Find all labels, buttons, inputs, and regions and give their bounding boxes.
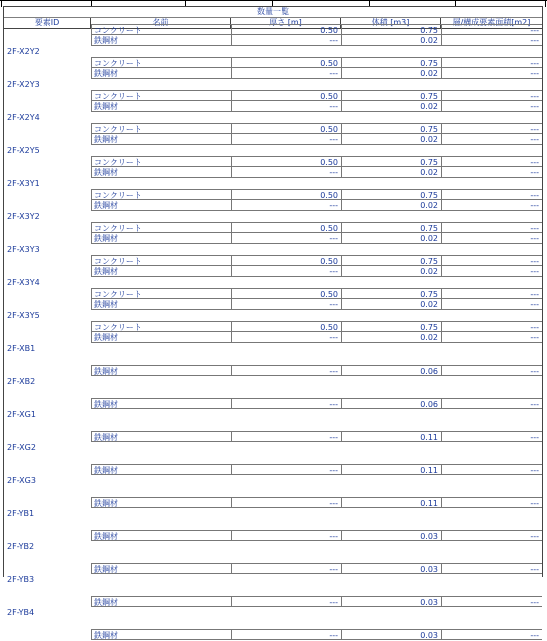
area-value: ---: [441, 365, 542, 376]
table-row[interactable]: [4, 563, 542, 574]
row-indent: [4, 299, 91, 310]
thickness-value: ---: [231, 299, 341, 310]
volume-value: 0.02: [341, 200, 441, 211]
group-spacer: [4, 585, 542, 596]
thickness-value: 0.50: [231, 321, 341, 332]
table-row[interactable]: [4, 167, 542, 178]
volume-value: 0.02: [341, 68, 441, 79]
thickness-value: ---: [231, 431, 341, 442]
row-indent: [4, 321, 91, 332]
column-header-volume[interactable]: 体積 [m3]: [341, 18, 441, 28]
group-header-row[interactable]: 2F-X3Y5: [7, 311, 40, 320]
group-list: [4, 46, 542, 640]
thickness-value: 0.50: [231, 156, 341, 167]
group-header-row[interactable]: 2F-YB1: [7, 509, 35, 518]
thickness-value: 0.50: [231, 57, 341, 68]
row-indent: [4, 629, 91, 640]
group-spacer: [4, 552, 542, 563]
thickness-value: 0.50: [231, 90, 341, 101]
material-name: コンクリート: [91, 222, 231, 233]
area-value: ---: [441, 431, 542, 442]
group-header-row[interactable]: 2F-X2Y4: [7, 113, 40, 122]
group-header-row[interactable]: 2F-X3Y4: [7, 278, 40, 287]
volume-value: 0.02: [341, 266, 441, 277]
material-name: 鉄鋼材: [91, 332, 231, 343]
group-spacer: [4, 486, 542, 497]
area-value: ---: [441, 299, 542, 310]
thickness-value: ---: [231, 398, 341, 409]
table-row[interactable]: [4, 288, 542, 299]
material-name: 鉄鋼材: [91, 596, 231, 607]
table-row[interactable]: [4, 156, 542, 167]
volume-value: 0.75: [341, 156, 441, 167]
schedule-rows: [4, 24, 542, 640]
material-name: 鉄鋼材: [91, 266, 231, 277]
material-name: 鉄鋼材: [91, 134, 231, 145]
table-row[interactable]: [4, 464, 542, 475]
volume-value: 0.75: [341, 189, 441, 200]
material-name: 鉄鋼材: [91, 464, 231, 475]
area-value: ---: [441, 233, 542, 244]
volume-value: 0.03: [341, 563, 441, 574]
thickness-value: ---: [231, 530, 341, 541]
thickness-value: ---: [231, 233, 341, 244]
volume-value: 0.02: [341, 101, 441, 112]
group-header-row[interactable]: 2F-XG3: [7, 476, 36, 485]
area-value: ---: [441, 101, 542, 112]
thickness-value: 0.50: [231, 222, 341, 233]
group-header-row[interactable]: 2F-X3Y3: [7, 245, 40, 254]
thickness-value: ---: [231, 365, 341, 376]
table-row[interactable]: [4, 365, 542, 376]
thickness-value: ---: [231, 563, 341, 574]
area-value: ---: [441, 321, 542, 332]
group-header-row[interactable]: 2F-X2Y2: [7, 47, 40, 56]
material-name: コンクリート: [91, 24, 231, 35]
table-row[interactable]: [4, 629, 542, 640]
material-name: 鉄鋼材: [91, 101, 231, 112]
material-name: 鉄鋼材: [91, 299, 231, 310]
row-indent: [4, 189, 91, 200]
volume-value: 0.75: [341, 123, 441, 134]
row-indent: [4, 90, 91, 101]
column-header-name[interactable]: 名前: [91, 18, 231, 28]
material-name: 鉄鋼材: [91, 167, 231, 178]
material-name: コンクリート: [91, 57, 231, 68]
material-name: 鉄鋼材: [91, 398, 231, 409]
thickness-value: ---: [231, 332, 341, 343]
volume-value: 0.02: [341, 167, 441, 178]
row-indent: [4, 200, 91, 211]
row-indent: [4, 68, 91, 79]
table-row[interactable]: [4, 233, 542, 244]
material-name: コンクリート: [91, 156, 231, 167]
area-value: ---: [441, 24, 542, 35]
volume-value: 0.11: [341, 497, 441, 508]
thickness-value: ---: [231, 134, 341, 145]
volume-value: 0.02: [341, 134, 441, 145]
material-name: コンクリート: [91, 189, 231, 200]
area-value: ---: [441, 596, 542, 607]
thickness-value: ---: [231, 266, 341, 277]
thickness-value: ---: [231, 629, 341, 640]
group-header-row[interactable]: 2F-X3Y2: [7, 212, 40, 221]
row-indent: [4, 530, 91, 541]
material-name: 鉄鋼材: [91, 365, 231, 376]
column-header-element-id[interactable]: 要素ID: [4, 18, 91, 28]
area-value: ---: [441, 288, 542, 299]
table-row[interactable]: [4, 266, 542, 277]
thickness-value: 0.50: [231, 255, 341, 266]
table-row[interactable]: [4, 497, 542, 508]
row-indent: [4, 123, 91, 134]
area-value: ---: [441, 90, 542, 101]
group-header-row[interactable]: 2F-X2Y5: [7, 146, 40, 155]
material-name: 鉄鋼材: [91, 35, 231, 46]
material-name: 鉄鋼材: [91, 233, 231, 244]
volume-value: 0.75: [341, 57, 441, 68]
area-value: ---: [441, 398, 542, 409]
table-row[interactable]: [4, 123, 542, 134]
thickness-value: 0.50: [231, 24, 341, 35]
material-name: 鉄鋼材: [91, 530, 231, 541]
row-indent: [4, 563, 91, 574]
area-value: ---: [441, 134, 542, 145]
table-row[interactable]: [4, 431, 542, 442]
thickness-value: ---: [231, 35, 341, 46]
row-indent: [4, 596, 91, 607]
table-row[interactable]: [4, 299, 542, 310]
group-header-row[interactable]: 2F-XG2: [7, 443, 36, 452]
group-header-row[interactable]: 2F-YB3: [7, 575, 35, 584]
volume-value: 0.06: [341, 398, 441, 409]
volume-value: 0.75: [341, 288, 441, 299]
table-row[interactable]: [4, 200, 542, 211]
group-header-row[interactable]: 2F-XB1: [7, 344, 36, 353]
area-value: ---: [441, 57, 542, 68]
material-name: コンクリート: [91, 123, 231, 134]
group-spacer: [4, 420, 542, 431]
row-indent: [4, 233, 91, 244]
thickness-value: 0.50: [231, 123, 341, 134]
area-value: ---: [441, 255, 542, 266]
row-indent: [4, 497, 91, 508]
thickness-value: ---: [231, 464, 341, 475]
table-row[interactable]: [4, 101, 542, 112]
area-value: ---: [441, 167, 542, 178]
volume-value: 0.11: [341, 464, 441, 475]
row-indent: [4, 57, 91, 68]
material-name: 鉄鋼材: [91, 431, 231, 442]
material-name: コンクリート: [91, 255, 231, 266]
table-row[interactable]: [4, 35, 542, 46]
volume-value: 0.11: [341, 431, 441, 442]
row-indent: [4, 332, 91, 343]
table-row[interactable]: [4, 24, 542, 35]
row-indent: [4, 255, 91, 266]
table-row[interactable]: [4, 189, 542, 200]
volume-value: 0.75: [341, 321, 441, 332]
area-value: ---: [441, 200, 542, 211]
material-name: 鉄鋼材: [91, 68, 231, 79]
volume-value: 0.75: [341, 255, 441, 266]
row-indent: [4, 101, 91, 112]
schedule-title: 数量一覧: [4, 6, 542, 18]
thickness-value: 0.50: [231, 288, 341, 299]
row-indent: [4, 167, 91, 178]
group-spacer: [4, 387, 542, 398]
row-indent: [4, 464, 91, 475]
table-row[interactable]: [4, 57, 542, 68]
row-indent: [4, 134, 91, 145]
group-spacer: [4, 354, 542, 365]
thickness-value: 0.50: [231, 189, 341, 200]
thickness-value: ---: [231, 596, 341, 607]
material-name: コンクリート: [91, 288, 231, 299]
area-value: ---: [441, 222, 542, 233]
material-name: 鉄鋼材: [91, 200, 231, 211]
volume-value: 0.02: [341, 299, 441, 310]
table-row[interactable]: [4, 68, 542, 79]
group-header-row[interactable]: 2F-YB4: [7, 608, 35, 617]
table-row[interactable]: [4, 321, 542, 332]
column-header-thickness[interactable]: 厚さ [m]: [231, 18, 341, 28]
thickness-value: ---: [231, 68, 341, 79]
table-row[interactable]: [4, 398, 542, 409]
group-header-row[interactable]: 2F-XB2: [7, 377, 36, 386]
area-value: ---: [441, 464, 542, 475]
area-value: ---: [441, 156, 542, 167]
volume-value: 0.03: [341, 530, 441, 541]
volume-value: 0.75: [341, 90, 441, 101]
volume-value: 0.06: [341, 365, 441, 376]
area-value: ---: [441, 266, 542, 277]
material-name: コンクリート: [91, 321, 231, 332]
table-row[interactable]: [4, 222, 542, 233]
volume-value: 0.02: [341, 332, 441, 343]
material-name: 鉄鋼材: [91, 563, 231, 574]
row-indent: [4, 24, 91, 35]
area-value: ---: [441, 497, 542, 508]
thickness-value: ---: [231, 497, 341, 508]
row-indent: [4, 156, 91, 167]
table-row[interactable]: [4, 332, 542, 343]
area-value: ---: [441, 530, 542, 541]
group-spacer: [4, 618, 542, 629]
group-header-row[interactable]: 2F-X2Y3: [7, 80, 40, 89]
row-indent: [4, 222, 91, 233]
area-value: ---: [441, 35, 542, 46]
column-header-area[interactable]: 層/構成要素面積[m2]: [452, 18, 531, 27]
material-name: コンクリート: [91, 90, 231, 101]
area-value: ---: [441, 189, 542, 200]
area-value: ---: [441, 123, 542, 134]
table-row[interactable]: [4, 530, 542, 541]
quantity-schedule-sheet: [3, 6, 543, 640]
group-header-row[interactable]: 2F-XG1: [7, 410, 36, 419]
row-indent: [4, 288, 91, 299]
area-value: ---: [441, 629, 542, 640]
group-header-row[interactable]: 2F-YB2: [7, 542, 35, 551]
volume-value: 0.03: [341, 596, 441, 607]
area-value: ---: [441, 563, 542, 574]
material-name: 鉄鋼材: [91, 497, 231, 508]
volume-value: 0.75: [341, 24, 441, 35]
table-row[interactable]: [4, 134, 542, 145]
row-indent: [4, 266, 91, 277]
row-indent: [4, 431, 91, 442]
group-header-row[interactable]: 2F-X3Y1: [7, 179, 40, 188]
volume-value: 0.02: [341, 35, 441, 46]
volume-value: 0.03: [341, 629, 441, 640]
volume-value: 0.02: [341, 233, 441, 244]
row-indent: [4, 398, 91, 409]
volume-value: 0.75: [341, 222, 441, 233]
row-indent: [4, 35, 91, 46]
group-spacer: [4, 453, 542, 464]
thickness-value: ---: [231, 200, 341, 211]
thickness-value: ---: [231, 101, 341, 112]
material-name: 鉄鋼材: [91, 629, 231, 640]
row-indent: [4, 365, 91, 376]
area-value: ---: [441, 332, 542, 343]
table-row[interactable]: [4, 596, 542, 607]
schedule-body: [4, 26, 542, 640]
table-row[interactable]: [4, 90, 542, 101]
group-spacer: [4, 519, 542, 530]
area-value: ---: [441, 68, 542, 79]
thickness-value: ---: [231, 167, 341, 178]
table-row[interactable]: [4, 255, 542, 266]
